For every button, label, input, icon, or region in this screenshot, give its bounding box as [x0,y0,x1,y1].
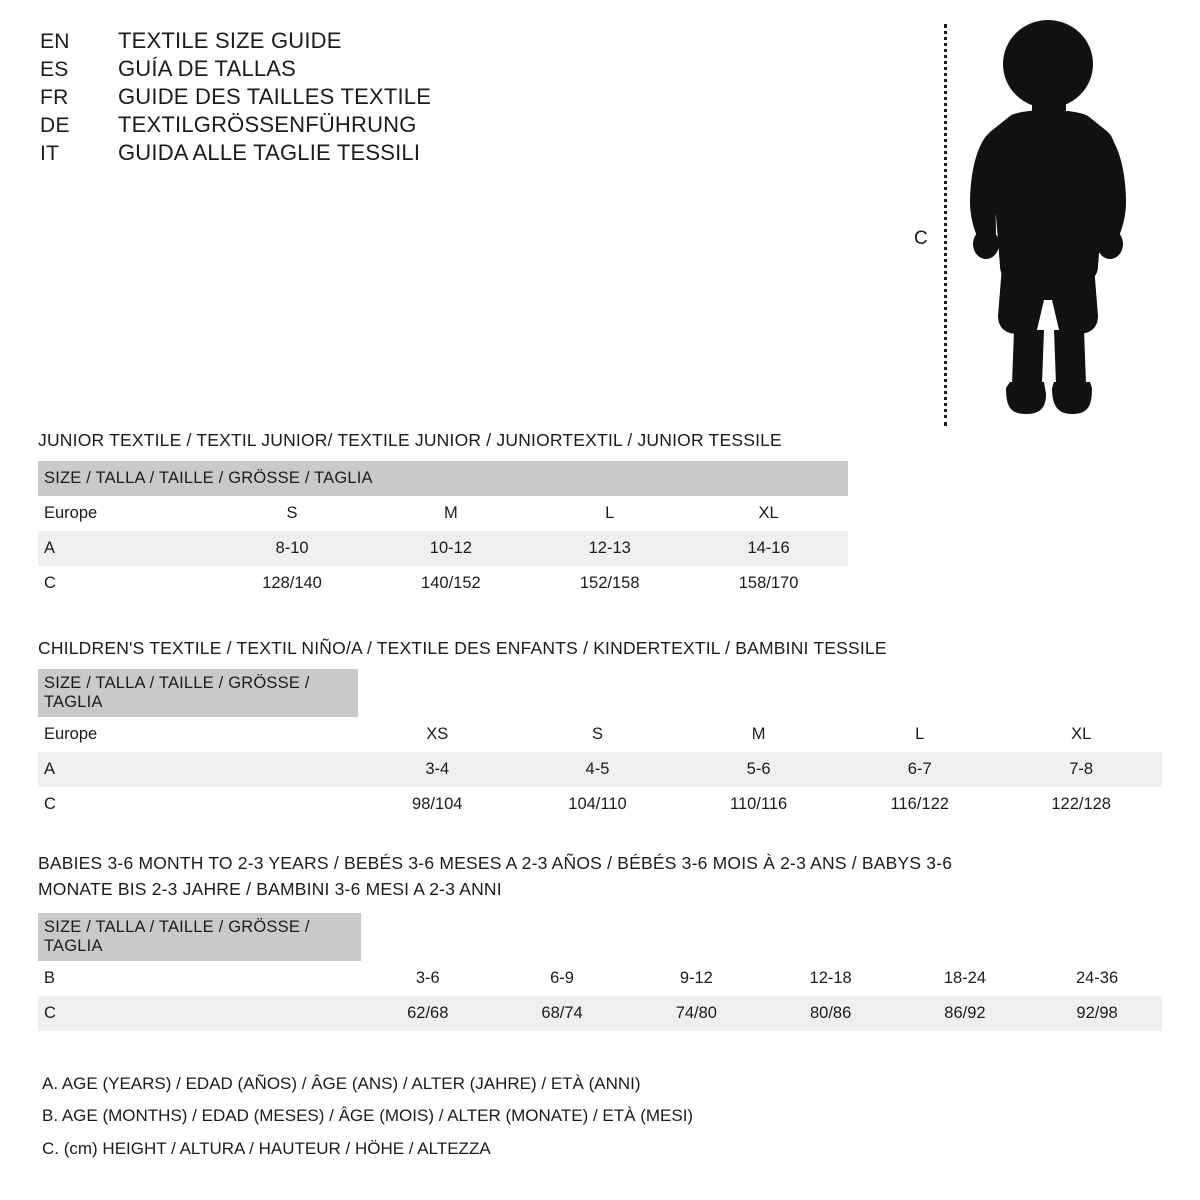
height-measure-line [944,24,947,426]
table-cell: 6-7 [839,752,1000,787]
children-size-table [38,669,1162,822]
table-cell: 8-10 [213,531,372,566]
junior-size-table [38,461,848,601]
band-label: SIZE / TALLA / TAILLE / GRÖSSE / TAGLIA [38,913,361,961]
title-lang-code: FR [40,86,69,109]
band-filler [495,913,629,961]
row-label: Europe [38,496,213,531]
table-cell: L [530,496,689,531]
table-row [38,531,848,566]
footnote-item: B. AGE (MONTHS) / EDAD (MESES) / ÂGE (MOIS) / ALTER (MONATE) / ETÀ (MESI) [42,1106,694,1126]
table-cell: 3-6 [361,961,495,996]
table-cell: 74/80 [629,996,763,1031]
babies-size-table [38,913,1162,1031]
title-row [40,56,600,82]
table-cell: 116/122 [839,787,1000,822]
table-cell: M [678,717,839,752]
band-filler [358,669,517,717]
section-babies-textile [38,850,1162,1031]
row-label: A [38,531,213,566]
band-filler [1000,669,1162,717]
title-lang-code: ES [40,58,69,81]
table-cell: 9-12 [629,961,763,996]
table-band-row [38,913,1162,961]
band-label: SIZE / TALLA / TAILLE / GRÖSSE / TAGLIA [38,669,358,717]
title-text: GUÍA DE TALLAS [118,56,297,81]
table-cell: 62/68 [361,996,495,1031]
table-row [38,717,1162,752]
table-row [38,996,1162,1031]
band-filler [629,913,763,961]
table-cell: 158/170 [689,566,848,601]
table-cell: 128/140 [213,566,372,601]
table-cell: 98/104 [358,787,517,822]
section-junior-textile [38,430,1162,601]
table-cell: 104/110 [517,787,678,822]
table-cell: 12-18 [763,961,897,996]
table-cell: L [839,717,1000,752]
table-cell: 80/86 [763,996,897,1031]
table-cell: 10-12 [371,531,530,566]
table-band-row [38,669,1162,717]
table-cell: 4-5 [517,752,678,787]
title-row [40,140,600,166]
table-cell: 110/116 [678,787,839,822]
title-text: TEXTILE SIZE GUIDE [118,28,342,53]
height-figure [900,10,1160,430]
table-cell: 24-36 [1032,961,1162,996]
title-row [40,28,600,54]
child-silhouette-icon [948,16,1148,426]
table-cell: XS [358,717,517,752]
row-label: A [38,752,358,787]
table-cell: S [517,717,678,752]
band-filler [517,669,678,717]
table-row [38,496,848,531]
height-measure-label: C [914,228,928,249]
table-cell: 7-8 [1000,752,1162,787]
table-cell: S [213,496,372,531]
row-label: Europe [38,717,358,752]
table-cell: M [371,496,530,531]
title-text: TEXTILGRÖSSENFÜHRUNG [118,112,417,137]
table-cell: 18-24 [898,961,1032,996]
row-label: C [38,787,358,822]
table-cell: 122/128 [1000,787,1162,822]
title-lang-code: EN [40,30,70,53]
footnote-item: C. (cm) HEIGHT / ALTURA / HAUTEUR / HÖHE / ALTEZZA [42,1138,491,1158]
band-filler [361,913,495,961]
section-heading: CHILDREN'S TEXTILE / TEXTIL NIÑO/A / TEXTILE DES ENFANTS / KINDERTEXTIL / BAMBINI TESSILE [38,638,887,658]
table-cell: 152/158 [530,566,689,601]
row-label: B [38,961,361,996]
band-label: SIZE / TALLA / TAILLE / GRÖSSE / TAGLIA [38,461,848,496]
footnote-item: A. AGE (YEARS) / EDAD (AÑOS) / ÂGE (ANS) / ALTER (JAHRE) / ETÀ (ANNI) [42,1074,641,1093]
table-cell: XL [689,496,848,531]
table-cell: 92/98 [1032,996,1162,1031]
title-text: GUIDA ALLE TAGLIE TESSILI [118,140,421,165]
band-filler [763,913,897,961]
table-cell: 140/152 [371,566,530,601]
table-cell: 86/92 [898,996,1032,1031]
section-children-textile [38,638,1162,822]
table-band-row [38,461,848,496]
table-row [38,787,1162,822]
table-cell: XL [1000,717,1162,752]
row-label: C [38,996,361,1031]
title-lang-code: IT [40,142,60,165]
table-cell: 5-6 [678,752,839,787]
table-cell: 12-13 [530,531,689,566]
title-row [40,84,600,110]
band-filler [839,669,1000,717]
section-heading: JUNIOR TEXTILE / TEXTIL JUNIOR/ TEXTILE JUNIOR / JUNIORTEXTIL / JUNIOR TESSILE [38,430,782,450]
table-cell: 3-4 [358,752,517,787]
table-cell: 14-16 [689,531,848,566]
band-filler [678,669,839,717]
table-row [38,566,848,601]
language-title-list [40,28,600,168]
title-lang-code: DE [40,114,70,137]
title-text: GUIDE DES TAILLES TEXTILE [118,84,432,109]
table-row [38,961,1162,996]
row-label: C [38,566,213,601]
table-row [38,752,1162,787]
table-cell: 6-9 [495,961,629,996]
title-row [40,112,600,138]
band-filler [898,913,1032,961]
footnote-list [42,1068,1162,1165]
table-cell: 68/74 [495,996,629,1031]
section-heading: BABIES 3-6 MONTH TO 2-3 YEARS / BEBÉS 3-6 MESES A 2-3 AÑOS / BÉBÉS 3-6 MOIS À 2-3 ANS / BABYS 3-6 MONATE BIS 2-3 JAHRE / BAMBINI 3-6 MESI A 2-3 ANNI [38,853,953,900]
band-filler [1032,913,1162,961]
